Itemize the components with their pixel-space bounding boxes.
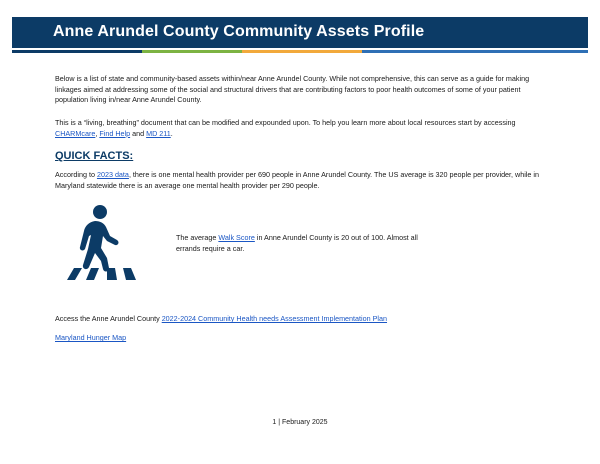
crosswalk-stripe	[86, 268, 99, 280]
walk-score-fact	[176, 233, 431, 254]
access-plan-line	[55, 314, 555, 325]
fact-text-before: According to	[55, 170, 97, 179]
charmcare-link[interactable]: CHARMcare	[55, 128, 96, 138]
walk-score-link[interactable]: Walk Score	[218, 233, 255, 242]
access-text: Access the Anne Arundel County	[55, 314, 162, 323]
quick-facts-heading: QUICK FACTS:	[55, 150, 134, 162]
mental-health-fact	[55, 170, 545, 191]
stripe-green	[142, 50, 242, 53]
find-help-link[interactable]: Find Help	[99, 128, 131, 138]
crosswalk-stripe	[107, 268, 117, 280]
intro-paragraph: Below is a list of state and community-based assets within/near Anne Arundel County. While not comprehensive, this can serve as a guide for making linkages aimed at addressing some of the social and structural drivers that are contributing factors to poor health outcomes of some of your patient population living in/near Anne Arundel County.	[55, 74, 530, 105]
period: .	[170, 128, 173, 138]
crosswalk-stripe	[67, 268, 82, 280]
stripe-orange	[242, 50, 362, 53]
stripe-navy	[12, 50, 142, 53]
walk-text-before: The average	[176, 233, 219, 242]
separator-comma: ,	[95, 128, 100, 138]
header-stripes	[12, 50, 588, 53]
crosswalk-stripe	[123, 268, 136, 280]
md-211-link[interactable]: MD 211	[146, 128, 171, 138]
separator-and: and	[130, 128, 147, 138]
header-banner	[12, 17, 588, 48]
fact-text-after: , there is one mental health provider per 690 people in Anne Arundel County. The US average is 320 people per provider, while in Maryland statewide there is an average one mental health provider per 290 people.	[55, 170, 540, 190]
maryland-hunger-map-link[interactable]: Maryland Hunger Map	[55, 333, 127, 342]
pedestrian-crossing-icon	[55, 203, 143, 283]
page-title: Anne Arundel County Community Assets Profile	[53, 23, 425, 40]
hunger-map-line	[55, 333, 555, 344]
page-footer: 1 | February 2025	[272, 419, 328, 426]
walker-body	[80, 221, 119, 272]
head-shape	[93, 205, 107, 219]
stripe-blue	[362, 50, 588, 53]
walk-text-after: in Anne Arundel County is 20 out of 100. Almost all errands require a car.	[176, 233, 418, 253]
2023-data-link[interactable]: 2023 data	[96, 170, 129, 179]
resources-text: This is a “living, breathing” document that can be modified and expounded upon. To help you learn more about local resources start by accessing	[55, 118, 516, 127]
resources-paragraph	[55, 118, 555, 139]
chna-implementation-plan-link[interactable]: 2022-2024 Community Health needs Assessment Implementation Plan	[161, 314, 388, 323]
